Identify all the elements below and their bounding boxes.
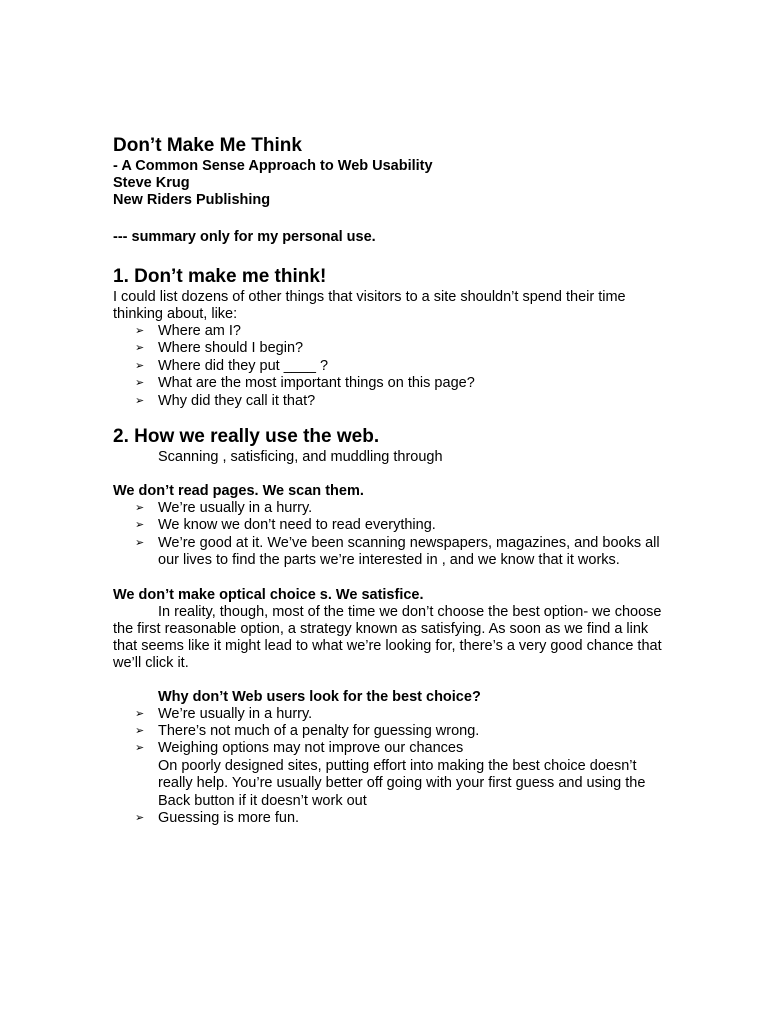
section-1-heading: 1. Don’t make me think! [113,266,327,287]
satisfice-paragraph: In reality, though, most of the time we don’t choose the best option- we choose the first reasonable option, a strategy known as satisfying. As soon as we find a link that seems like it might lead to what we’re looking for, there’s a very good chance that we’ll click it. [113,603,662,671]
book-subtitle: - A Common Sense Approach to Web Usability [113,158,433,174]
scan-bullet-list [113,500,673,570]
section-2-tagline: Scanning , satisficing, and muddling through [158,449,443,466]
list-item-text: Weighing options may not improve our chances [158,740,464,757]
arrowhead-bullet-icon: ➢ [135,342,145,355]
arrowhead-bullet-icon: ➢ [135,359,145,372]
list-item-text: We’re usually in a hurry. [158,705,313,722]
list-item [113,323,673,340]
personal-use-note: --- summary only for my personal use. [113,229,376,245]
list-item [113,500,673,517]
arrowhead-bullet-icon: ➢ [135,519,145,532]
list-item [113,740,673,757]
list-item [113,535,673,570]
arrowhead-bullet-icon: ➢ [135,707,145,720]
list-item-text: Where am I? [158,323,241,339]
arrowhead-bullet-icon: ➢ [135,812,145,825]
arrowhead-bullet-icon: ➢ [135,502,145,515]
best-choice-bullet-list [113,706,673,758]
list-item [113,340,673,357]
list-item-text: Where should I begin? [158,340,304,357]
arrowhead-bullet-icon: ➢ [135,725,145,738]
best-choice-subheading: Why don’t Web users look for the best choice? [158,688,481,705]
list-item [113,375,673,392]
list-item-text: We’re usually in a hurry. [158,500,313,517]
arrowhead-bullet-icon: ➢ [135,536,145,549]
list-item-text: Why did they call it that? [158,392,316,409]
list-item-text: What are the most important things on this page? [158,375,475,392]
book-publisher: New Riders Publishing [113,192,271,208]
list-item [113,358,673,375]
arrowhead-bullet-icon: ➢ [135,377,145,390]
section-2-heading: 2. How we really use the web. [113,426,380,448]
list-item-text: We’re good at it. We’ve been scanning newspapers, magazines, and books all our lives to find the parts we’re interested in , and we know that it works. [158,534,660,569]
book-title: Don’t Make Me Think [113,135,302,156]
list-item-text: We know we don’t need to read everything. [158,517,436,534]
list-item-text: Where did they put ____ ? [158,357,329,374]
book-author: Steve Krug [113,175,190,191]
satisfice-subheading: We don’t make optical choice s. We satisfice. [113,586,424,603]
arrowhead-bullet-icon: ➢ [135,325,145,337]
arrowhead-bullet-icon: ➢ [135,394,145,407]
list-item [113,517,673,534]
last-bullet-list [113,810,673,827]
list-item [113,393,673,410]
list-item-text: There’s not much of a penalty for guessing wrong. [158,723,480,740]
section-1-intro: I could list dozens of other things that visitors to a site shouldn’t spend their time thinking about, like: [113,289,626,322]
list-item [113,810,673,827]
list-item [113,706,673,723]
scan-subheading: We don’t read pages. We scan them. [113,483,364,500]
list-item [113,723,673,740]
arrowhead-bullet-icon: ➢ [135,742,145,755]
best-choice-continuation: On poorly designed sites, putting effort into making the best choice doesn’t really help. You’re usually better off going with your first guess and using the Back button if it doesn’t work out [158,757,646,809]
section-1-bullet-list [113,323,673,410]
list-item-text: Guessing is more fun. [158,810,300,827]
document-page [113,134,673,828]
